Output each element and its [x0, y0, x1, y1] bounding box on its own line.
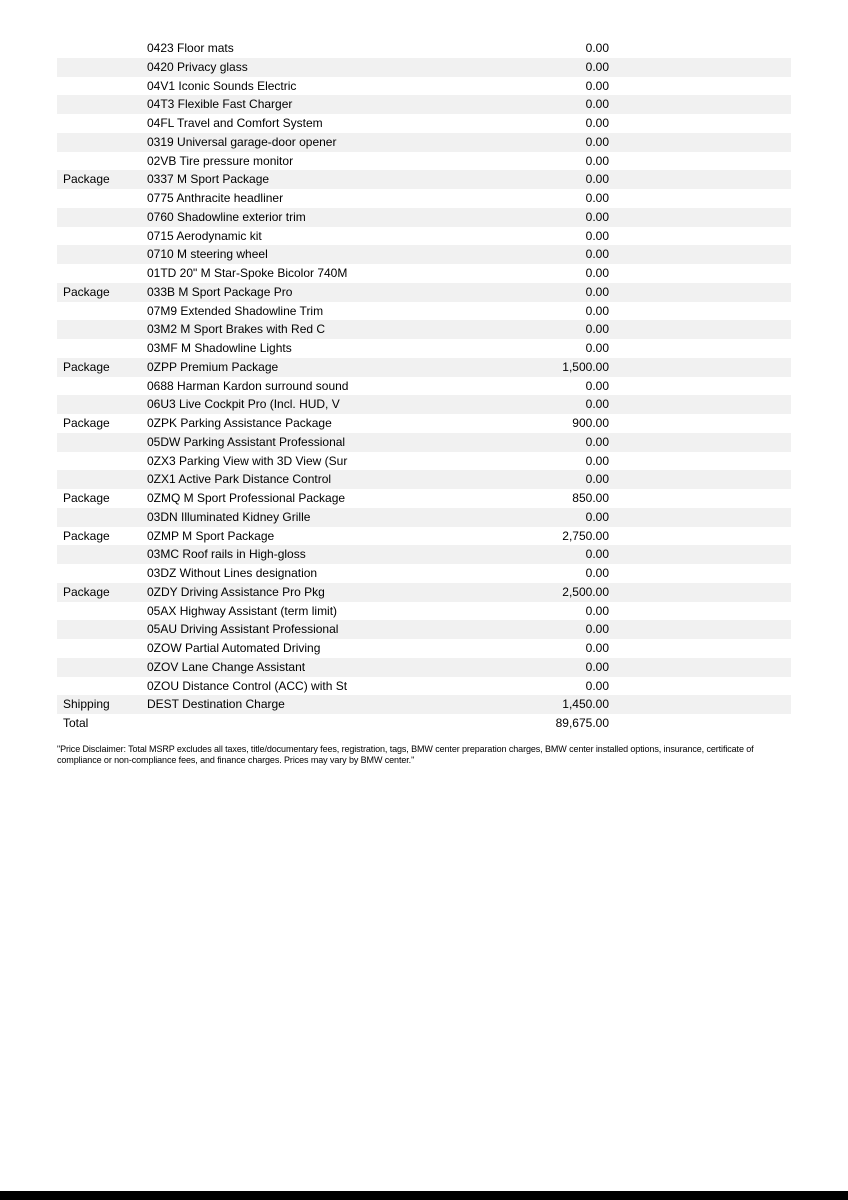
table-row [57, 433, 791, 452]
row-price-cell: 0.00 [585, 134, 609, 149]
table-row [57, 545, 791, 564]
row-price-cell: 0.00 [585, 172, 609, 187]
row-item-cell: 0760 Shadowline exterior trim [147, 209, 306, 224]
row-price-cell: 0.00 [585, 453, 609, 468]
table-row [57, 452, 791, 471]
row-price-cell: 0.00 [585, 41, 609, 55]
row-price-cell: 0.00 [585, 59, 609, 74]
row-price-cell: 0.00 [585, 153, 609, 168]
row-item-cell: 0ZOU Distance Control (ACC) with St [147, 678, 348, 693]
table-row [57, 377, 791, 396]
row-price-cell: 0.00 [585, 266, 609, 280]
row-item-cell: 05DW Parking Assistant Professional [147, 434, 346, 449]
table-row [57, 58, 791, 77]
table-row [57, 339, 791, 358]
row-price-cell: 0.00 [585, 97, 609, 112]
row-item-cell: 0ZX1 Active Park Distance Control [147, 472, 332, 487]
row-price-cell: 0.00 [585, 247, 609, 262]
table-row [57, 227, 791, 246]
row-item-cell: 0337 M Sport Package [147, 172, 270, 187]
row-item-cell: 03M2 M Sport Brakes with Red C [147, 322, 326, 337]
table-row [57, 77, 791, 96]
row-item-cell: 05AX Highway Assistant (term limit) [147, 603, 338, 618]
row-price-cell: 0.00 [585, 603, 609, 618]
row-price-cell: 0.00 [585, 641, 609, 655]
row-item-cell: 0688 Harman Kardon surround sound [147, 378, 349, 393]
row-price-cell: 0.00 [585, 303, 609, 318]
row-price-cell: 0.00 [585, 228, 609, 243]
table-row [57, 489, 791, 508]
table-row [57, 414, 791, 433]
row-price-cell: 0.00 [585, 678, 609, 693]
table-row [57, 639, 791, 658]
table-row [57, 170, 791, 189]
table-row [57, 152, 791, 171]
row-price-cell: 0.00 [585, 209, 609, 224]
options-pricing-table [57, 39, 791, 733]
page-bottom-edge [0, 1191, 848, 1200]
row-price-cell: 2,500.00 [562, 584, 609, 599]
row-item-cell: 03MF M Shadowline Lights [147, 341, 292, 355]
row-price-cell: 2,750.00 [562, 528, 609, 543]
table-row [57, 470, 791, 489]
row-item-cell: 03MC Roof rails in High-gloss [147, 547, 306, 562]
row-category-cell: Package [63, 416, 110, 430]
row-price-cell: 0.00 [585, 397, 609, 412]
row-category-cell: Shipping [63, 697, 110, 712]
row-price-cell: 0.00 [585, 341, 609, 355]
table-row [57, 302, 791, 321]
row-price-cell: 0.00 [585, 322, 609, 337]
row-item-cell: DEST Destination Charge [147, 697, 285, 712]
table-row [57, 320, 791, 339]
table-row [57, 208, 791, 227]
table-row [57, 133, 791, 152]
table-row [57, 358, 791, 377]
table-row [57, 95, 791, 114]
row-item-cell: 04T3 Flexible Fast Charger [147, 97, 293, 112]
row-item-cell: 05AU Driving Assistant Professional [147, 622, 339, 637]
table-row [57, 658, 791, 677]
row-price-cell: 0.00 [585, 116, 609, 130]
table-row [57, 283, 791, 302]
row-item-cell: 0420 Privacy glass [147, 59, 248, 74]
row-price-cell: 0.00 [585, 378, 609, 393]
row-item-cell: 04V1 Iconic Sounds Electric [147, 78, 297, 93]
table-row [57, 695, 791, 714]
table-row [57, 264, 791, 283]
row-item-cell: 0ZX3 Parking View with 3D View (Sur [147, 453, 348, 468]
row-price-cell: 0.00 [585, 509, 609, 524]
table-row [57, 508, 791, 527]
row-item-cell: 03DZ Without Lines designation [147, 566, 318, 580]
table-row [57, 395, 791, 414]
row-item-cell: 01TD 20" M Star-Spoke Bicolor 740M [147, 266, 348, 280]
table-row [57, 602, 791, 621]
table-row [57, 564, 791, 583]
row-price-cell: 0.00 [585, 434, 609, 449]
row-item-cell: 033B M Sport Package Pro [147, 284, 293, 299]
row-price-cell: 0.00 [585, 472, 609, 487]
row-category-cell: Total [63, 716, 89, 730]
row-price-cell: 0.00 [585, 284, 609, 299]
row-item-cell: 0ZPP Premium Package [147, 359, 279, 374]
table-row [57, 39, 791, 58]
row-item-cell: 0ZDY Driving Assistance Pro Pkg [147, 584, 325, 599]
table-row [57, 189, 791, 208]
table-row [57, 114, 791, 133]
table-row [57, 583, 791, 602]
row-category-cell: Package [63, 172, 110, 187]
row-category-cell: Package [63, 284, 110, 299]
row-item-cell: 0ZMQ M Sport Professional Package [147, 491, 346, 505]
table-row [57, 245, 791, 264]
table-row [57, 620, 791, 639]
row-category-cell: Package [63, 584, 110, 599]
price-disclaimer-text: "Price Disclaimer: Total MSRP excludes all taxes, title/documentary fees, registration, tags, BMW center preparation charges, BMW center installed options, insurance, certificate of compliance or non-compliance fees, and finance charges. Prices may vary by BMW center." [57, 744, 754, 765]
row-price-cell: 89,675.00 [555, 716, 609, 730]
row-price-cell: 0.00 [585, 191, 609, 205]
row-price-cell: 0.00 [585, 622, 609, 637]
row-item-cell: 0319 Universal garage-door opener [147, 134, 337, 149]
row-item-cell: 0ZOW Partial Automated Driving [147, 641, 321, 655]
row-item-cell: 04FL Travel and Comfort System [147, 116, 323, 130]
row-category-cell: Package [63, 491, 110, 505]
row-item-cell: 06U3 Live Cockpit Pro (Incl. HUD, V [147, 397, 340, 412]
row-item-cell: 0715 Aerodynamic kit [147, 228, 262, 243]
row-item-cell: 0ZMP M Sport Package [147, 528, 275, 543]
row-price-cell: 0.00 [585, 547, 609, 562]
table-row [57, 527, 791, 546]
row-item-cell: 0710 M steering wheel [147, 247, 268, 262]
row-item-cell: 0ZPK Parking Assistance Package [147, 416, 332, 430]
row-item-cell: 0ZOV Lane Change Assistant [147, 659, 306, 674]
row-price-cell: 1,500.00 [562, 359, 609, 374]
row-category-cell: Package [63, 528, 110, 543]
row-price-cell: 1,450.00 [562, 697, 609, 712]
row-item-cell: 0423 Floor mats [147, 41, 234, 55]
row-price-cell: 900.00 [572, 416, 609, 430]
row-item-cell: 07M9 Extended Shadowline Trim [147, 303, 324, 318]
options-table-body [57, 39, 791, 733]
table-row [57, 677, 791, 696]
row-item-cell: 03DN Illuminated Kidney Grille [147, 509, 311, 524]
row-price-cell: 0.00 [585, 78, 609, 93]
row-category-cell: Package [63, 359, 110, 374]
row-price-cell: 850.00 [572, 491, 609, 505]
row-price-cell: 0.00 [585, 659, 609, 674]
row-item-cell: 0775 Anthracite headliner [147, 191, 284, 205]
table-row [57, 714, 791, 733]
row-price-cell: 0.00 [585, 566, 609, 580]
row-item-cell: 02VB Tire pressure monitor [147, 153, 294, 168]
